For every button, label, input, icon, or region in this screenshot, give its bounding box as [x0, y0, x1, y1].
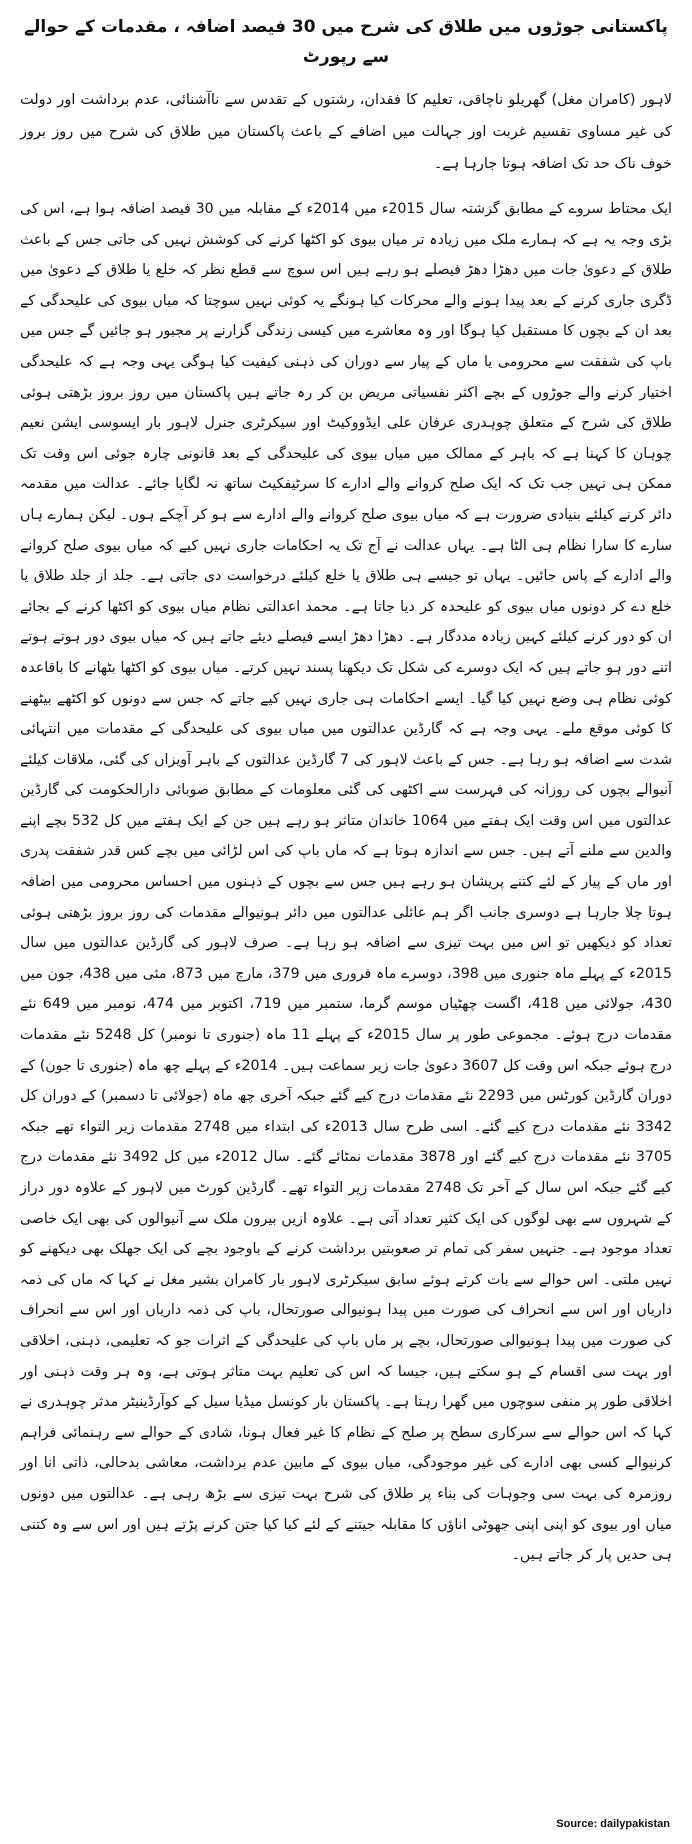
source-credit: Source: dailypakistan	[556, 1818, 670, 1830]
article-headline: پاکستانی جوڑوں میں طلاق کی شرح میں 30 فیصد اضافہ ، مقدمات کے حوالے سے رپورٹ	[24, 17, 668, 67]
article-lead-paragraph: لاہور (کامران مغل) گھریلو ناچاقی، تعلیم کا فقدان، رشتوں کے تقدس سے ناآشنائی، عدم برداشت اور دولت کی غیر مساوی تقسیم غربت اور جہالت میں اضافے کے باعث پاکستان میں طلاق کی شرح میں روز بروز خوف ناک حد تک اضافہ ہوتا جارہا ہے۔	[20, 92, 672, 172]
article-body-text: ایک محتاط سروے کے مطابق گزشتہ سال 2015ء میں 2014ء کے مقابلہ میں 30 فیصد اضافہ ہوا ہے، اس کی بڑی وجہ یہ ہے کہ ہمارے ملک میں زیادہ تر میاں بیوی کو اکٹھا کرنے کی کوشش نہیں کی جاتی جس کے باعث طلاق کے دعویٰ جات میں دھڑا دھڑ فیصلے ہو رہے ہیں اس سوچ سے قطع نظر کہ خلع یا طلاق کے دعویٰ میں ڈگری جاری کرنے کے بعد پیدا ہونے والے محرکات کیا ہونگے یہ کوئی نہیں سوچتا کہ میاں بیوی کی علیحدگی کے بعد ان کے بچوں کا مستقبل کیا ہوگا اور وہ معاشرے میں کیسی زندگی گزارنے پر مجبور ہو جائیں گے جس میں باپ کی شفقت سے محرومی یا ماں کے پیار سے دوران کی ذہنی کیفیت کیا ہوگی یہی وجہ ہے کہ علیحدگی اختیار کرنے والے جوڑوں کے بچے اکثر نفسیاتی مریض بن کر رہ جاتے ہیں پاکستان میں روز بروز بڑھتی ہوئی طلاق کی شرح کے متعلق چوہدری عرفان علی ایڈووکیٹ اور سیکرٹری جنرل لاہور بار ایسوسی ایشن نعیم چوہان کا کہنا ہے کہ باہر کے ممالک میں میاں بیوی کی علیحدگی کے بعد قانونی چارہ جوئی اس وقت تک ممکن ہی نہیں جب تک کہ ایک صلح کروانے والے ادارے کا سرٹیفکیٹ ساتھ نہ لگایا جائے۔ عدالت میں مقدمہ دائر کرنے کیلئے بنیادی ضرورت ہے کہ میاں بیوی صلح کروانے والے ادارے سے ہو کر آچکے ہوں۔ لیکن ہمارے ہاں سارے کا سارا نظام ہی الٹا ہے۔ یہاں عدالت نے آج تک یہ احکامات جاری نہیں کیے کہ میاں بیوی صلح کروانے والے ادارے کے پاس جائیں۔ یہاں تو جیسے ہی طلاق یا خلع کیلئے درخواست دی جاتی ہے۔ جلد از جلد طلاق یا خلع دے کر دونوں میاں بیوی کو علیحدہ کر دیا جاتا ہے۔ محمد اعدالتی نظام میاں بیوی کو اکٹھا کرنے کے بجائے ان کو دور کرنے کیلئے کہیں زیادہ مددگار ہے۔ دھڑا دھڑ ایسے فیصلے دیئے جاتے ہیں کہ میاں بیوی دور ہوتے ہوتے اتنے دور ہو جاتے ہیں کہ ایک دوسرے کی شکل تک دیکھنا پسند نہیں کرتے۔ میاں بیوی کو اکٹھا بٹھانے کا باقاعدہ کوئی نظام ہی وضع نہیں کیا گیا۔ ایسے احکامات ہی جاری نہیں کیے جاتے کہ جس سے دونوں کو اکٹھے بیٹھنے کا کوئی موقع ملے۔ یہی وجہ ہے کہ گارڈین عدالتوں میں میاں بیوی کی علیحدگی کے مقدمات میں انتہائی شدت سے اضافہ ہو رہا ہے۔ جس کے باعث لاہور کی 7 گارڈین عدالتوں کے باہر آویزاں کی گئی، ملاقات کیلئے آنیوالے بچوں کی روزانہ کی فہرست سے اکٹھی کی گئی معلومات کے مطابق صوبائی دارالحکومت کی گارڈین عدالتوں میں اس وقت ایک ہفتے میں 1064 خاندان متاثر ہو رہے ہیں جن کے ایک ہفتے میں کل 532 بچے اپنے والدین سے ملنے آتے ہیں۔ جس سے اندازہ ہوتا ہے کہ ماں باپ کی اس لڑائی میں بچے کس قدر شفقت پدری اور ماں کے پیار کے لئے کتنے پریشان ہو رہے ہیں جس سے بچوں کے ذہنوں میں احساس محرومی میں اضافہ ہوتا چلا جارہا ہے دوسری جانب اگر ہم عائلی عدالتوں میں دائر ہونیوالے مقدمات کی روز بروز بڑھتی ہوئی تعداد کو دیکھیں تو اس میں بہت تیزی سے اضافہ ہو رہا ہے۔ صرف لاہور کی گارڈین عدالتوں میں سال 2015ء کے پہلے ماہ جنوری میں 398، دوسرے ماہ فروری میں 379، مارچ میں 873، مئی میں 438، جون میں 430، جولائی میں 418، اگست چھٹیاں موسم گرما، ستمبر میں 719، اکتوبر میں 474، نومبر میں 649 نئے مقدمات درج ہوئے۔ مجموعی طور پر سال 2015ء کے پہلے 11 ماہ (جنوری تا نومبر) کل 5248 نئے مقدمات درج ہوئے جبکہ اس وقت کل 3607 دعویٰ جات زیر سماعت ہیں۔ 2014ء کے پہلے چھ ماہ (جنوری تا جون) کے دوران گارڈین کورٹس میں 2293 نئے مقدمات درج کیے گئے جبکہ آخری چھ ماہ (جولائی تا دسمبر) کے دوران کل 3342 نئے مقدمات درج کیے گئے۔ اسی طرح سال 2013ء کی ابتداء میں 2748 مقدمات زیر التواء تھے جبکہ 3705 نئے مقدمات درج کیے گئے اور 3878 مقدمات نمٹائے گئے۔ سال 2012ء میں کل 3492 نئے مقدمات درج کیے گئے جبکہ اس سال کے آخر تک 2748 مقدمات زیر التواء تھے۔ گارڈین کورٹ میں لاہور کے علاوہ دور دراز کے شہروں سے بھی لوگوں کی ایک کثیر تعداد آتی ہے۔ علاوہ ازیں بیرون ملک سے آنیوالوں کی بھی ایک خاصی تعداد موجود ہے۔ جنہیں سفر کی تمام تر صعوبتیں برداشت کرنے کے باوجود بچے کی ایک جھلک بھی دیکھنے کو نہیں ملتی۔ اس حوالے سے بات کرتے ہوئے سابق سیکرٹری لاہور بار کامران بشیر مغل نے کہا کہ ماں کی ذمہ داریاں اور اس سے انحراف کی صورت میں پیدا ہونیوالی صورتحال، باپ کی ذمہ داریاں اور اس سے انحراف کی صورت میں پیدا ہونیوالی صورتحال، بچے پر ماں باپ کی علیحدگی کے اثرات جو کہ تعلیمی، ذہنی، اخلاقی اور بہت سی اقسام کے ہو سکتے ہیں، جیسا کہ اس کی تعلیم بہت متاثر ہوتی ہے، وہ ہر وقت ذہنی اور اخلاقی طور پر منفی سوچوں میں گھرا رہتا ہے۔ پاکستان بار کونسل میڈیا سیل کے کوآرڈینیٹر مدثر چوہدری نے کہا کہ اس حوالے سے سرکاری سطح پر صلح کے نظام کا غیر فعال ہونا، شادی کے حوالے سے رہنمائی فراہم کرنیوالے کسی بھی ادارے کی غیر موجودگی، میاں بیوی کے مابین عدم برداشت، معاشی بدحالی، ذاتی انا اور روزمرہ کی بہت سی وجوہات کی بناء پر طلاق کی شرح بہت تیزی سے بڑھ رہی ہے۔ عدالتوں میں دونوں میاں اور بیوی کو اپنی اپنی جھوٹی اناؤں کا مقابلہ جیتنے کے لئے کیا کیا جتن کرنے پڑتے ہیں اور اس سے وہ کتنی ہی حدیں پار کر جاتے ہیں۔	[20, 201, 673, 1564]
